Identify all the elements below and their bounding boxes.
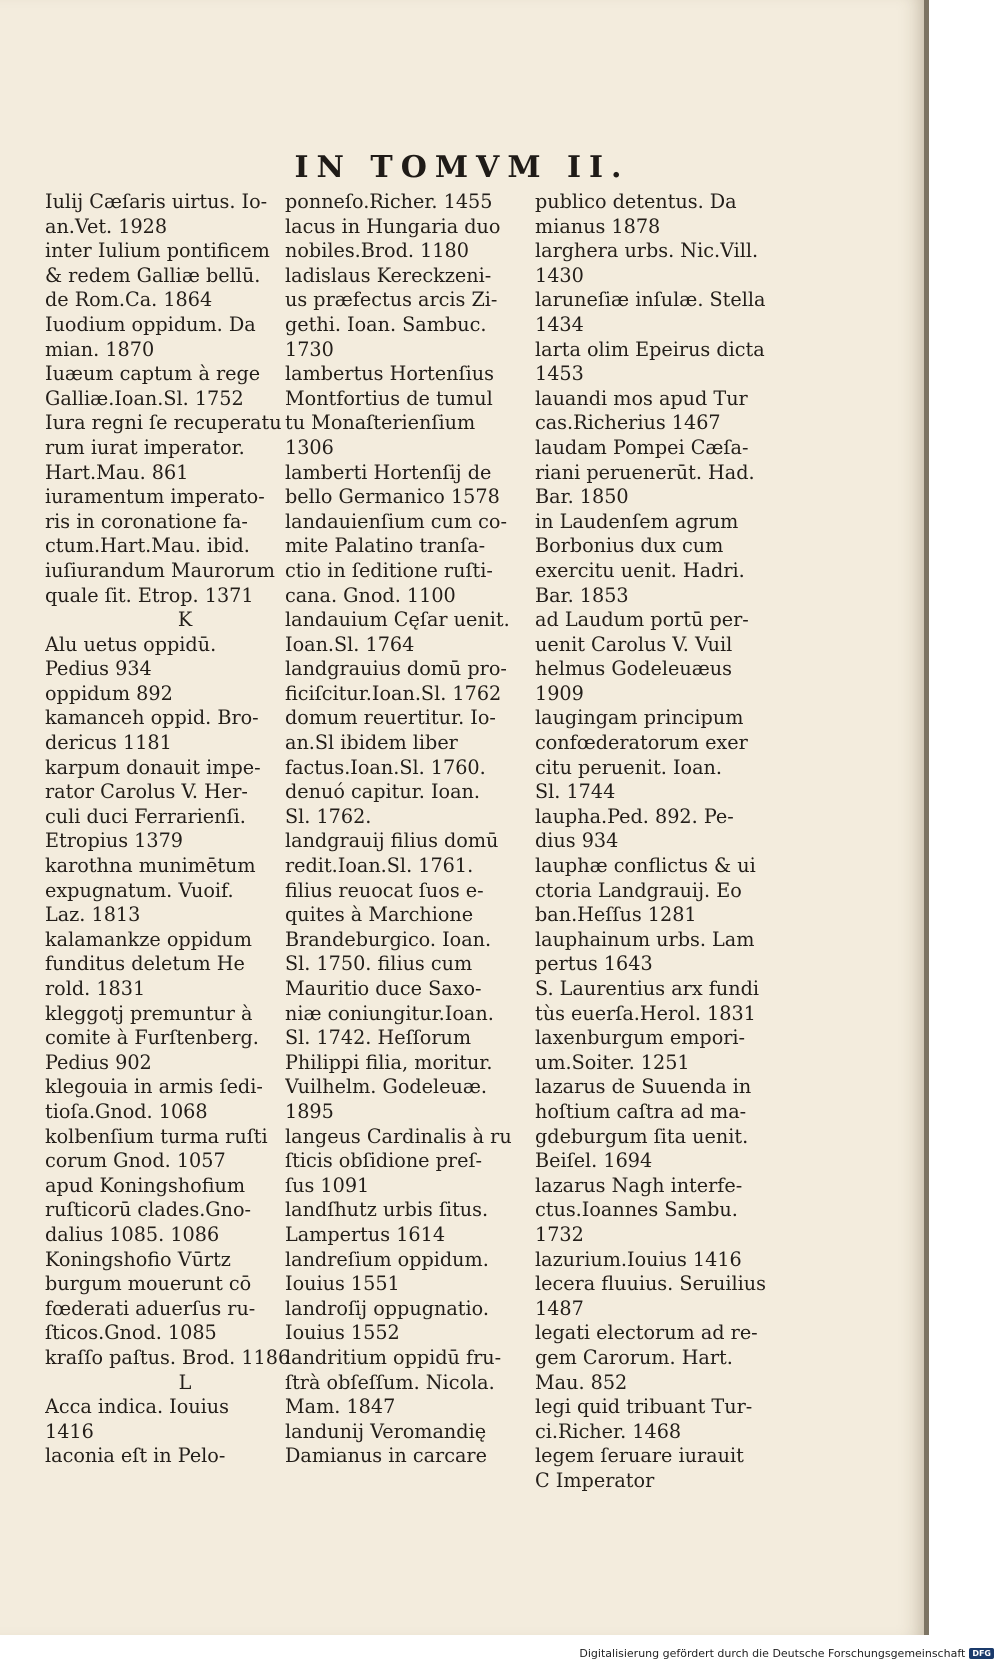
index-line: kamanceh oppid. Bro- [45, 706, 259, 730]
index-line: Damianus in carcare [285, 1444, 487, 1468]
index-line: larghera urbs. Nic.Vill. [535, 239, 759, 263]
index-line: Iuæum captum à rege [45, 362, 261, 386]
index-line: Iuodium oppidum. Da [45, 312, 256, 336]
index-line: legi quid tribuant Tur- [535, 1395, 753, 1419]
index-line: 1416 [45, 1419, 94, 1443]
index-line: 1306 [285, 435, 334, 459]
index-line: laconia eſt in Pelo- [45, 1444, 226, 1468]
index-line: lambertus Hortenſius [285, 362, 494, 386]
index-line: an.Sl ibidem liber [285, 731, 458, 755]
index-line: lacus in Hungaria duo [285, 214, 501, 238]
index-line: Mam. 1847 [285, 1395, 396, 1419]
index-line: ponneſo.Richer. 1455 [285, 190, 493, 213]
index-line: ci.Richer. 1468 [535, 1419, 682, 1443]
index-line: funditus deletum He [45, 952, 245, 976]
index-line: comite à Furſtenberg. [45, 1026, 259, 1050]
index-line: Mau. 852 [535, 1370, 628, 1394]
index-line: de Rom.Ca. 1864 [45, 288, 213, 312]
index-line: Hart.Mau. 861 [45, 460, 189, 484]
index-line: Borbonius dux cum [535, 534, 724, 558]
index-line: hoſtium caſtra ad ma- [535, 1099, 747, 1123]
index-line: C Imperator [535, 1468, 655, 1492]
index-line: culi duci Ferrarienſi. [45, 804, 246, 828]
index-line: Alu uetus oppidū. [45, 632, 217, 656]
index-line: Sl. 1744 [535, 780, 616, 804]
index-line: ſticis obſidione preſ- [285, 1149, 483, 1173]
index-line: Montfortius de tumul [285, 386, 493, 410]
index-line: quites à Marchione [285, 903, 474, 927]
index-line: Koningshofio Vūrtz [45, 1247, 231, 1271]
index-column-3 [535, 190, 785, 1493]
index-line: kleggotj premuntur à [45, 1001, 253, 1025]
index-line: Iouius 1551 [285, 1272, 400, 1296]
index-line: Ioan.Sl. 1764 [285, 632, 415, 656]
index-line: Etropius 1379 [45, 829, 183, 853]
index-line: Sl. 1742. Heſſorum [285, 1026, 472, 1050]
index-line: lauandi mos apud Tur [535, 386, 748, 410]
index-line: landgrauij filius domū [285, 829, 499, 853]
index-line: riani peruenerūt. Had. [535, 460, 755, 484]
index-line: corum Gnod. 1057 [45, 1149, 226, 1173]
index-line: cana. Gnod. 1100 [285, 583, 456, 607]
index-line: denuó capitur. Ioan. [285, 780, 480, 804]
index-line: klegouia in armis ſedi- [45, 1075, 263, 1099]
index-line: landritium oppidū fru- [285, 1345, 502, 1369]
index-line: Pedius 934 [45, 657, 152, 681]
index-line: mite Palatino tranſa- [285, 534, 486, 558]
index-line: burgum mouerunt cō [45, 1272, 252, 1296]
footer-text: Digitalisierung gefördert durch die Deutsche Forschungsgemeinschaft [579, 1646, 966, 1660]
index-line: Iura regni ſe recuperatu [45, 411, 282, 435]
index-line: landroſij oppugnatio. [285, 1296, 489, 1320]
index-line: gdeburgum ſita uenit. [535, 1124, 749, 1148]
index-line: oppidum 892 [45, 681, 173, 705]
index-line: 1434 [535, 312, 584, 336]
index-line: redit.Ioan.Sl. 1761. [285, 854, 474, 878]
footer-credit [570, 1643, 1000, 1663]
index-line: helmus Godeleuæus [535, 657, 732, 681]
index-line: Mauritio duce Saxo- [285, 977, 482, 1000]
index-line: legati electorum ad re- [535, 1321, 758, 1345]
index-line: Laz. 1813 [45, 903, 141, 927]
index-line: tu Monaſterienſium [285, 411, 476, 435]
index-line: lauphæ conflictus & ui [535, 854, 756, 878]
index-line: an.Vet. 1928 [45, 214, 168, 238]
index-line: lamberti Hortenſij de [285, 460, 492, 484]
index-line: tioſa.Gnod. 1068 [45, 1099, 208, 1123]
index-line: K [177, 608, 193, 632]
index-line: karothna munimētum [45, 854, 256, 878]
index-line: mian. 1870 [45, 337, 155, 361]
index-line: karpum donauit impe- [45, 755, 261, 779]
index-line: 1909 [535, 681, 584, 705]
index-line: niæ coniungitur.Ioan. [285, 1001, 494, 1025]
index-line: citu peruenit. Ioan. [535, 755, 723, 779]
index-line: Sl. 1762. [285, 804, 372, 828]
index-line: mianus 1878 [535, 214, 661, 238]
index-line: 1430 [535, 263, 584, 287]
index-line: landauium Cęſar uenit. [285, 608, 510, 632]
index-line: nobiles.Brod. 1180 [285, 239, 469, 263]
index-line: dalius 1085. 1086 [45, 1222, 220, 1246]
index-line: 1732 [535, 1222, 584, 1246]
index-line: 1895 [285, 1099, 334, 1123]
index-line: iuſiurandum Maurorum [45, 558, 275, 582]
index-line: Beiſel. 1694 [535, 1149, 653, 1173]
index-line: laugingam principum [535, 706, 744, 730]
index-line: landgrauius domū pro- [285, 657, 507, 681]
index-line: filius reuocat ſuos e- [285, 878, 484, 902]
index-line: cas.Richerius 1467 [535, 411, 721, 435]
index-line: landunij Veromandię [285, 1419, 487, 1443]
index-line: kolbenſium turma ruſti [45, 1124, 268, 1148]
index-line: ctus.Ioannes Sambu. [535, 1198, 738, 1222]
index-line: tùs euerſa.Herol. 1831 [535, 1001, 756, 1025]
index-line: ctio in ſeditione ruſti- [285, 558, 493, 582]
index-line: Lampertus 1614 [285, 1222, 446, 1246]
index-line: Brandeburgico. Ioan. [285, 927, 492, 951]
index-line: Sl. 1750. filius cum [285, 952, 473, 976]
index-column-2 [285, 190, 530, 1469]
index-column-1 [45, 190, 325, 1469]
index-line: Acca indica. Iouius [45, 1395, 230, 1419]
index-line: 1453 [535, 362, 584, 386]
index-line: ctum.Hart.Mau. ibid. [45, 534, 250, 558]
index-line: fœderati aduerſus ru- [45, 1296, 256, 1320]
index-line: landſhutz urbis ſitus. [285, 1198, 489, 1222]
index-line: exercitu uenit. Hadri. [535, 558, 745, 582]
index-line: ſticos.Gnod. 1085 [45, 1321, 217, 1345]
index-line: langeus Cardinalis à ru [285, 1124, 512, 1148]
index-line: ris in coronatione fa- [45, 509, 248, 533]
index-line: Pedius 902 [45, 1050, 152, 1074]
index-line: lazarus Nagh interfe- [535, 1173, 743, 1197]
index-line: S. Laurentius arx fundi [535, 977, 760, 1000]
index-line: dius 934 [535, 829, 619, 853]
index-line: ſtrà obſeſſum. Nicola. [285, 1370, 495, 1394]
index-line: in Laudenſem agrum [535, 509, 739, 533]
index-line: Iouius 1552 [285, 1321, 400, 1345]
index-line: Iulij Cæſaris uirtus. Io- [45, 190, 268, 213]
index-line: apud Koningshofium [45, 1173, 246, 1197]
index-line: Galliæ.Ioan.Sl. 1752 [45, 386, 244, 410]
index-line: legem ſeruare iurauit [535, 1444, 744, 1468]
index-line: expugnatum. Vuoif. [45, 878, 234, 902]
index-line: lauphainum urbs. Lam [535, 927, 755, 951]
index-line: 1730 [285, 337, 334, 361]
index-line: laruneſiæ inſulæ. Stella [535, 288, 766, 312]
index-line: Vuilhelm. Godeleuæ. [285, 1075, 488, 1099]
index-line: ficiſcitur.Ioan.Sl. 1762 [285, 681, 502, 705]
index-line: rator Carolus V. Her- [45, 780, 248, 804]
index-line: publico detentus. Da [535, 190, 737, 213]
index-line: rold. 1831 [45, 977, 146, 1000]
index-line: gethi. Ioan. Sambuc. [285, 312, 487, 336]
index-line: um.Soiter. 1251 [535, 1050, 690, 1074]
index-line: landreſium oppidum. [285, 1247, 489, 1271]
index-line: lazarus de Suuenda in [535, 1075, 752, 1099]
index-line: ad Laudum portū per- [535, 608, 749, 632]
index-line: ladislaus Kereckzeni- [285, 263, 492, 287]
dfg-logo: DFG [969, 1648, 994, 1659]
index-line: 1487 [535, 1296, 584, 1320]
index-line: uenit Carolus V. Vuil [535, 632, 733, 656]
index-line: bello Germanico 1578 [285, 485, 500, 509]
index-line: landauienſium cum co- [285, 509, 507, 533]
index-line: quale ſit. Etrop. 1371 [45, 583, 254, 607]
index-line: ban.Heſſus 1281 [535, 903, 697, 927]
index-line: laupha.Ped. 892. Pe- [535, 804, 734, 828]
index-line: Bar. 1850 [535, 485, 629, 509]
index-line: lazurium.Iouius 1416 [535, 1247, 742, 1271]
index-line: kalamankze oppidum [45, 927, 252, 951]
index-line: us præfectus arcis Zi- [285, 288, 498, 312]
index-line: ruſticorū clades.Gno- [45, 1198, 252, 1222]
index-line: & redem Galliæ bellū. [45, 263, 261, 287]
index-line: dericus 1181 [45, 731, 172, 755]
index-line: factus.Ioan.Sl. 1760. [285, 755, 486, 779]
index-line: larta olim Epeirus dicta [535, 337, 765, 361]
index-line: domum reuertitur. Io- [285, 706, 496, 730]
index-line: laxenburgum empori- [535, 1026, 746, 1050]
index-line: ſus 1091 [285, 1173, 370, 1197]
index-line: gem Carorum. Hart. [535, 1345, 733, 1369]
index-line: rum iurat imperator. [45, 435, 245, 459]
index-line: pertus 1643 [535, 952, 653, 976]
index-line: L [178, 1370, 192, 1394]
index-line: Bar. 1853 [535, 583, 629, 607]
index-line: confœderatorum exer [535, 731, 748, 755]
index-line: kraſſo paſtus. Brod. 1186 [45, 1345, 291, 1369]
running-header: IN TOMVM II. [294, 150, 630, 185]
index-line: lecera fluuius. Seruilius [535, 1272, 766, 1296]
index-line: laudam Pompei Cæſa- [535, 435, 749, 459]
index-line: Philippi filia, moritur. [285, 1050, 493, 1074]
index-line: iuramentum imperato- [45, 485, 265, 509]
index-line: inter Iulium pontificem [45, 239, 270, 263]
index-line: ctoria Landgrauij. Eo [535, 878, 742, 902]
